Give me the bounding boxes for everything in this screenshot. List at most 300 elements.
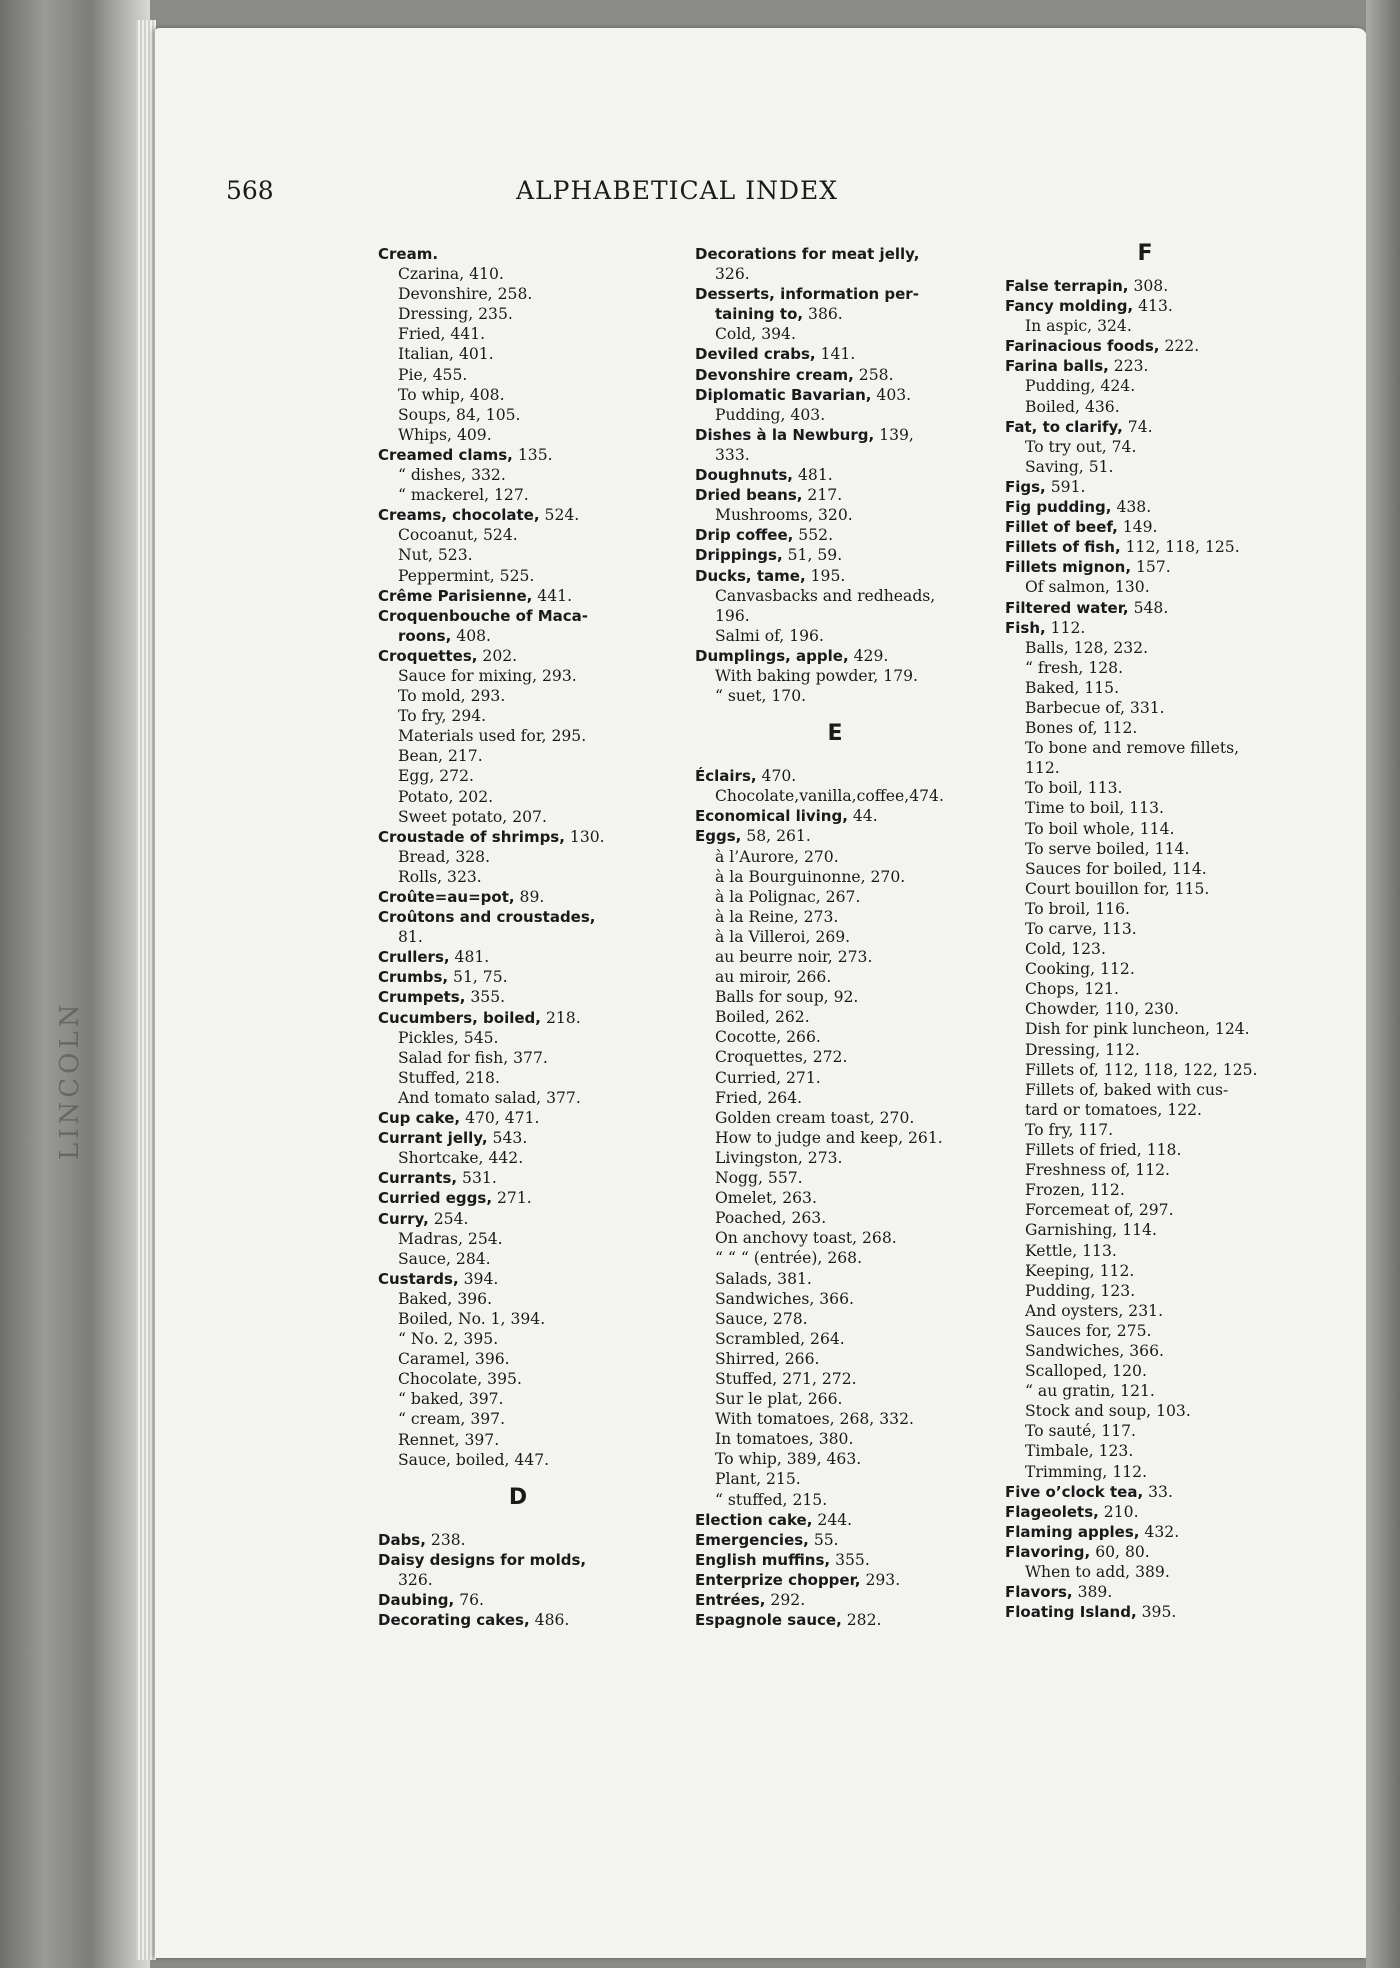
section-letter: E (827, 721, 843, 747)
entry-pages: Nut, 523. (398, 546, 473, 565)
entry-heading: Crumbs, (378, 968, 449, 987)
index-entry (1005, 497, 1305, 517)
index-subentry (1005, 879, 1305, 899)
entry-pages: Rolls, 323. (398, 867, 482, 886)
index-entry (378, 1008, 678, 1028)
entry-pages: Dressing, 112. (1025, 1040, 1140, 1059)
entry-pages: 389. (1072, 1583, 1113, 1602)
entry-heading: Fish, (1005, 618, 1046, 637)
entry-pages: 76. (454, 1591, 485, 1609)
index-entry (378, 1168, 678, 1188)
index-subentry (378, 787, 678, 807)
index-subentry (695, 666, 995, 686)
entry-pages: 403. (871, 385, 912, 404)
index-subentry (378, 1068, 678, 1088)
entry-pages: Boiled, No. 1, 394. (398, 1309, 546, 1328)
entry-pages: 157. (1131, 558, 1171, 577)
index-entry (1005, 356, 1305, 376)
index-subentry (378, 807, 678, 827)
index-entry (378, 1269, 678, 1289)
entry-pages: 524. (539, 506, 580, 525)
index-subentry (378, 726, 678, 746)
entry-pages: Salads, 381. (715, 1269, 812, 1288)
index-subentry (378, 847, 678, 867)
index-subentry (695, 1208, 995, 1228)
index-subentry (1005, 919, 1305, 939)
index-subentry (378, 545, 678, 565)
index-subentry (1005, 678, 1305, 698)
entry-pages: 238. (425, 1530, 466, 1549)
page-number: 568 (226, 176, 274, 205)
index-subentry (1005, 457, 1305, 477)
entry-pages: Whips, 409. (398, 425, 492, 444)
entry-heading: Dishes à la Newburg, (695, 425, 875, 444)
entry-pages: Madras, 254. (398, 1229, 503, 1248)
entry-pages: To serve boiled, 114. (1025, 839, 1190, 858)
index-entry (1005, 1542, 1305, 1562)
index-subentry (1005, 1462, 1305, 1482)
index-subentry (695, 1409, 995, 1429)
entry-pages: Scrambled, 264. (715, 1329, 845, 1348)
entry-pages: Soups, 84, 105. (398, 405, 521, 424)
index-entry (378, 445, 678, 465)
entry-pages: Mushrooms, 320. (715, 506, 853, 525)
entry-pages: 470. (756, 767, 797, 786)
entry-pages: à la Polignac, 267. (715, 887, 861, 906)
index-entry (1005, 477, 1305, 497)
entry-pages: To bone and remove fillets, (1025, 739, 1240, 758)
entry-pages: 308. (1128, 277, 1169, 295)
index-subentry (695, 1369, 995, 1389)
entry-pages: Baked, 115. (1025, 678, 1120, 697)
entry-pages: Sauces for boiled, 114. (1025, 859, 1207, 878)
index-entry (378, 606, 678, 626)
index-subentry (695, 987, 995, 1007)
index-subentry (1005, 1241, 1305, 1261)
entry-heading: Fat, to clarify, (1005, 417, 1123, 436)
index-entry (1005, 336, 1305, 356)
entry-heading: Fillet of beef, (1005, 518, 1118, 537)
index-entry (1005, 517, 1305, 537)
index-column-2 (695, 244, 995, 1630)
index-entry (695, 1510, 995, 1530)
index-subentry (1005, 959, 1305, 979)
entry-pages: Boiled, 262. (715, 1008, 810, 1027)
entry-heading: Cup cake, (378, 1109, 461, 1128)
entry-pages: Cocoanut, 524. (398, 526, 518, 545)
index-subentry (695, 847, 995, 867)
entry-pages: 293. (860, 1570, 901, 1589)
index-entry (378, 967, 678, 987)
index-subentry (695, 586, 995, 606)
entry-pages: 210. (1098, 1502, 1139, 1521)
index-subentry (695, 1027, 995, 1047)
page-header (226, 176, 996, 206)
entry-pages: 196. (715, 606, 750, 625)
index-subentry (695, 1007, 995, 1027)
entry-pages: Sauce for mixing, 293. (398, 666, 577, 685)
index-subentry (1005, 316, 1305, 336)
entry-pages: 149. (1117, 518, 1158, 537)
entry-pages: “ fresh, 128. (1025, 658, 1124, 677)
entry-heading: Fancy molding, (1005, 297, 1134, 316)
index-subentry (695, 1047, 995, 1067)
entry-heading: Espagnole sauce, (695, 1611, 842, 1630)
entry-heading: Croûte=au=pot, (378, 888, 515, 906)
index-subentry (695, 1469, 995, 1489)
index-subentry (1005, 437, 1305, 457)
entry-heading: Flageolets, (1005, 1502, 1099, 1521)
entry-pages: Stuffed, 271, 272. (715, 1369, 857, 1388)
index-entry (695, 385, 995, 405)
entry-pages: Balls for soup, 92. (715, 988, 859, 1007)
entry-pages: Court bouillon for, 115. (1025, 879, 1210, 898)
index-entry (695, 806, 995, 826)
entry-pages: 282. (841, 1611, 882, 1630)
entry-pages: To whip, 408. (398, 385, 505, 404)
entry-pages: Sauce, boiled, 447. (398, 1450, 550, 1469)
index-subentry (1005, 939, 1305, 959)
right-shadow (1366, 0, 1400, 1968)
entry-pages: 258. (853, 365, 894, 384)
spine-label: LINCOLN (55, 1000, 85, 1160)
entry-heading: Doughnuts, (695, 466, 794, 485)
index-subentry (1005, 859, 1305, 879)
index-subentry (695, 626, 995, 646)
entry-pages: 326. (398, 1570, 433, 1589)
entry-pages: To whip, 389, 463. (715, 1450, 862, 1469)
entry-pages: Peppermint, 525. (398, 566, 535, 585)
index-subentry (378, 1048, 678, 1068)
entry-pages: Pie, 455. (398, 365, 468, 384)
index-entry (695, 545, 995, 565)
index-subentry (695, 445, 995, 465)
entry-pages: With baking powder, 179. (715, 666, 919, 685)
entry-pages: 292. (765, 1591, 806, 1609)
index-subentry (378, 465, 678, 485)
entry-pages: Saving, 51. (1025, 457, 1114, 476)
index-subentry (695, 1389, 995, 1409)
entry-pages: Keeping, 112. (1025, 1261, 1135, 1280)
index-entry (1005, 1482, 1305, 1502)
index-subentry (695, 264, 995, 284)
entry-pages: 44. (847, 807, 878, 826)
index-entry (1005, 598, 1305, 618)
entry-pages: And oysters, 231. (1025, 1301, 1164, 1320)
entry-pages: 333. (715, 445, 750, 464)
index-subentry (1005, 1441, 1305, 1461)
entry-pages: 223. (1108, 357, 1149, 376)
entry-pages: “ “ “ (entrée), 268. (715, 1249, 863, 1268)
entry-pages: Stock and soup, 103. (1025, 1402, 1191, 1421)
entry-pages: When to add, 389. (1025, 1563, 1170, 1581)
entry-pages: “ dishes, 332. (398, 466, 506, 485)
index-subentry (1005, 658, 1305, 678)
entry-pages: 51, 75. (448, 968, 508, 987)
index-subentry (695, 867, 995, 887)
entry-pages: 135. (512, 445, 553, 464)
section-letter: D (508, 1484, 528, 1510)
index-subentry (378, 746, 678, 766)
entry-heading: Floating Island, (1005, 1603, 1137, 1622)
entry-pages: Dish for pink luncheon, 124. (1025, 1020, 1250, 1039)
entry-pages: Trimming, 112. (1025, 1462, 1148, 1481)
entry-heading: Decorations for meat jelly, (695, 245, 920, 263)
index-subentry (695, 1148, 995, 1168)
entry-heading: Flavoring, (1005, 1542, 1091, 1561)
entry-pages: 413. (1133, 297, 1173, 316)
entry-pages: 130. (564, 827, 605, 846)
entry-pages: 112, 118, 125. (1120, 538, 1240, 557)
entry-pages: 141. (815, 345, 856, 364)
index-subentry (378, 304, 678, 324)
index-entry (1005, 417, 1305, 437)
entry-heading: Daubing, (378, 1591, 455, 1609)
index-entry (1005, 557, 1305, 577)
entry-heading: Daisy designs for molds, (378, 1550, 587, 1569)
index-subentry (1005, 1180, 1305, 1200)
entry-heading: Croustade of shrimps, (378, 827, 565, 846)
index-subentry (1005, 1281, 1305, 1301)
index-subentry (1005, 718, 1305, 738)
entry-heading: Flaming apples, (1005, 1522, 1140, 1541)
entry-heading: Curry, (378, 1209, 429, 1228)
entry-heading: Figs, (1005, 477, 1046, 496)
section-letter: F (1137, 241, 1153, 266)
entry-pages: Czarina, 410. (398, 265, 504, 284)
index-entry (378, 505, 678, 525)
entry-pages: Stuffed, 218. (398, 1068, 500, 1087)
entry-pages: Balls, 128, 232. (1025, 638, 1149, 657)
entry-pages: 543. (487, 1129, 528, 1148)
index-column-1 (378, 244, 678, 1630)
entry-pages: “ baked, 397. (398, 1390, 504, 1409)
entry-heading: Crullers, (378, 948, 450, 967)
index-entry (1005, 1602, 1305, 1622)
index-subentry (1005, 798, 1305, 818)
entry-pages: And tomato salad, 377. (398, 1088, 581, 1107)
index-subentry (695, 606, 995, 626)
entry-pages: Fillets of fried, 118. (1025, 1141, 1182, 1160)
entry-pages: Garnishing, 114. (1025, 1221, 1157, 1240)
entry-heading: Creams, chocolate, (378, 506, 540, 525)
index-entry (1005, 1582, 1305, 1602)
entry-pages: To fry, 117. (1025, 1120, 1114, 1139)
index-subentry (378, 525, 678, 545)
index-subentry (1005, 1019, 1305, 1039)
entry-pages: à la Bourguinonne, 270. (715, 867, 906, 886)
index-subentry (1005, 1401, 1305, 1421)
entry-heading: Enterprize chopper, (695, 1570, 861, 1589)
index-subentry (378, 1570, 678, 1590)
entry-pages: 395. (1136, 1603, 1177, 1622)
entry-pages: à la Villeroi, 269. (715, 927, 851, 946)
entry-pages: 386. (803, 305, 843, 324)
index-subentry (1005, 819, 1305, 839)
entry-pages: “ cream, 397. (398, 1410, 506, 1429)
index-subentry (1005, 758, 1305, 778)
index-entry (378, 1209, 678, 1229)
index-entry (378, 1530, 678, 1550)
entry-pages: 548. (1128, 598, 1169, 617)
entry-pages: Pudding, 424. (1025, 377, 1136, 396)
entry-heading: Deviled crabs, (695, 345, 816, 364)
index-subentry (1005, 638, 1305, 658)
entry-pages: Caramel, 396. (398, 1350, 510, 1369)
index-subentry (695, 304, 995, 324)
index-entry (1005, 1522, 1305, 1542)
index-entry (1005, 1502, 1305, 1522)
index-subentry (378, 706, 678, 726)
index-subentry (695, 1269, 995, 1289)
index-subentry (1005, 1220, 1305, 1240)
entry-pages: Scalloped, 120. (1025, 1362, 1147, 1381)
entry-pages: 486. (529, 1611, 570, 1630)
entry-pages: How to judge and keep, 261. (715, 1128, 943, 1147)
index-entry (378, 987, 678, 1007)
entry-pages: Barbecue of, 331. (1025, 698, 1165, 717)
entry-pages: In tomatoes, 380. (715, 1430, 854, 1449)
entry-pages: Canvasbacks and redheads, (715, 586, 936, 605)
entry-pages: “ stuffed, 215. (715, 1490, 828, 1509)
entry-heading: False terrapin, (1005, 277, 1129, 295)
entry-pages: To fry, 294. (398, 707, 487, 726)
entry-pages: Fillets of, baked with cus- (1025, 1080, 1229, 1099)
index-subentry (378, 686, 678, 706)
entry-pages: Sur le plat, 266. (715, 1390, 843, 1409)
index-subentry (695, 1168, 995, 1188)
index-subentry (1005, 1160, 1305, 1180)
entry-pages: Fried, 441. (398, 325, 486, 344)
entry-pages: Materials used for, 295. (398, 727, 587, 746)
index-entry (695, 365, 995, 385)
index-entry (695, 485, 995, 505)
index-subentry (695, 1289, 995, 1309)
index-entry (695, 1590, 995, 1610)
index-subentry (695, 405, 995, 425)
index-subentry (1005, 698, 1305, 718)
index-entry (378, 1610, 678, 1630)
index-entry (695, 766, 995, 786)
entry-heading: Fillets mignon, (1005, 558, 1132, 577)
index-subentry (378, 1028, 678, 1048)
index-entry (695, 425, 995, 445)
index-subentry (695, 927, 995, 947)
entry-pages: Croquettes, 272. (715, 1048, 848, 1067)
index-subentry (1005, 577, 1305, 597)
entry-heading: taining to, (715, 305, 804, 324)
entry-pages: Curried, 271. (715, 1068, 821, 1087)
index-entry (695, 1530, 995, 1550)
index-entry (695, 465, 995, 485)
entry-pages: Chocolate, 395. (398, 1370, 522, 1389)
index-subentry (1005, 1080, 1305, 1100)
entry-pages: 217. (802, 486, 843, 505)
index-subentry (378, 324, 678, 344)
entry-heading: Éclairs, (695, 767, 757, 786)
entry-pages: Bones of, 112. (1025, 719, 1138, 738)
entry-pages: Salad for fish, 377. (398, 1048, 548, 1067)
index-subentry (378, 626, 678, 646)
entry-pages: To try out, 74. (1025, 437, 1137, 456)
entry-pages: 55. (808, 1530, 839, 1549)
index-entry (378, 1590, 678, 1610)
entry-pages: Timbale, 123. (1025, 1442, 1134, 1461)
index-entry (378, 586, 678, 606)
index-subentry (378, 766, 678, 786)
index-subentry (695, 1349, 995, 1369)
entry-pages: 33. (1143, 1482, 1173, 1501)
index-subentry (378, 1450, 678, 1470)
index-subentry (378, 1369, 678, 1389)
index-subentry (1005, 979, 1305, 999)
entry-heading: Cream. (378, 245, 439, 263)
entry-pages: à l’Aurore, 270. (715, 847, 839, 866)
entry-pages: Bean, 217. (398, 747, 483, 766)
entry-pages: Fillets of, 112, 118, 122, 125. (1025, 1060, 1258, 1079)
entry-pages: Shortcake, 442. (398, 1149, 524, 1168)
entry-pages: Cold, 394. (715, 325, 796, 344)
index-subentry (1005, 397, 1305, 417)
entry-pages: Omelet, 263. (715, 1189, 817, 1208)
entry-heading: Curried eggs, (378, 1189, 493, 1208)
index-subentry (1005, 778, 1305, 798)
entry-pages: To mold, 293. (398, 687, 506, 706)
index-subentry (695, 1228, 995, 1248)
index-entry (378, 244, 678, 264)
index-entry (378, 646, 678, 666)
entry-heading: Croquenbouche of Maca- (378, 606, 589, 625)
index-subentry (1005, 1381, 1305, 1401)
entry-pages: Time to boil, 113. (1025, 799, 1164, 818)
entry-pages: Kettle, 113. (1025, 1241, 1117, 1260)
index-subentry (695, 947, 995, 967)
entry-pages: 326. (715, 265, 750, 284)
index-subentry (1005, 1060, 1305, 1080)
index-entry (695, 566, 995, 586)
entry-pages: 531. (457, 1169, 497, 1188)
entry-pages: Salmi of, 196. (715, 626, 824, 645)
entry-heading: Entrées, (695, 1591, 766, 1609)
entry-heading: Ducks, tame, (695, 566, 806, 585)
index-subentry (1005, 1421, 1305, 1441)
index-subentry (1005, 999, 1305, 1019)
index-subentry (1005, 1341, 1305, 1361)
entry-pages: 481. (449, 948, 490, 967)
index-subentry (695, 505, 995, 525)
entry-heading: Croûtons and croustades, (378, 908, 596, 927)
index-subentry (695, 1128, 995, 1148)
index-subentry (695, 887, 995, 907)
index-subentry (695, 1329, 995, 1349)
index-subentry (695, 1068, 995, 1088)
index-subentry (378, 365, 678, 385)
index-subentry (378, 1409, 678, 1429)
entry-pages: Sauce, 284. (398, 1249, 491, 1268)
entry-pages: 552. (793, 526, 834, 545)
entry-pages: Forcemeat of, 297. (1025, 1201, 1174, 1220)
entry-heading: Devonshire cream, (695, 365, 854, 384)
index-entry (378, 1188, 678, 1208)
entry-pages: 51, 59. (782, 546, 843, 565)
entry-heading: Cucumbers, boiled, (378, 1008, 541, 1027)
entry-pages: 438. (1111, 498, 1152, 517)
entry-pages: 195. (805, 566, 846, 585)
index-subentry (695, 967, 995, 987)
entry-heading: Drip coffee, (695, 526, 794, 545)
entry-pages: 481. (793, 466, 833, 485)
index-entry (378, 887, 678, 907)
